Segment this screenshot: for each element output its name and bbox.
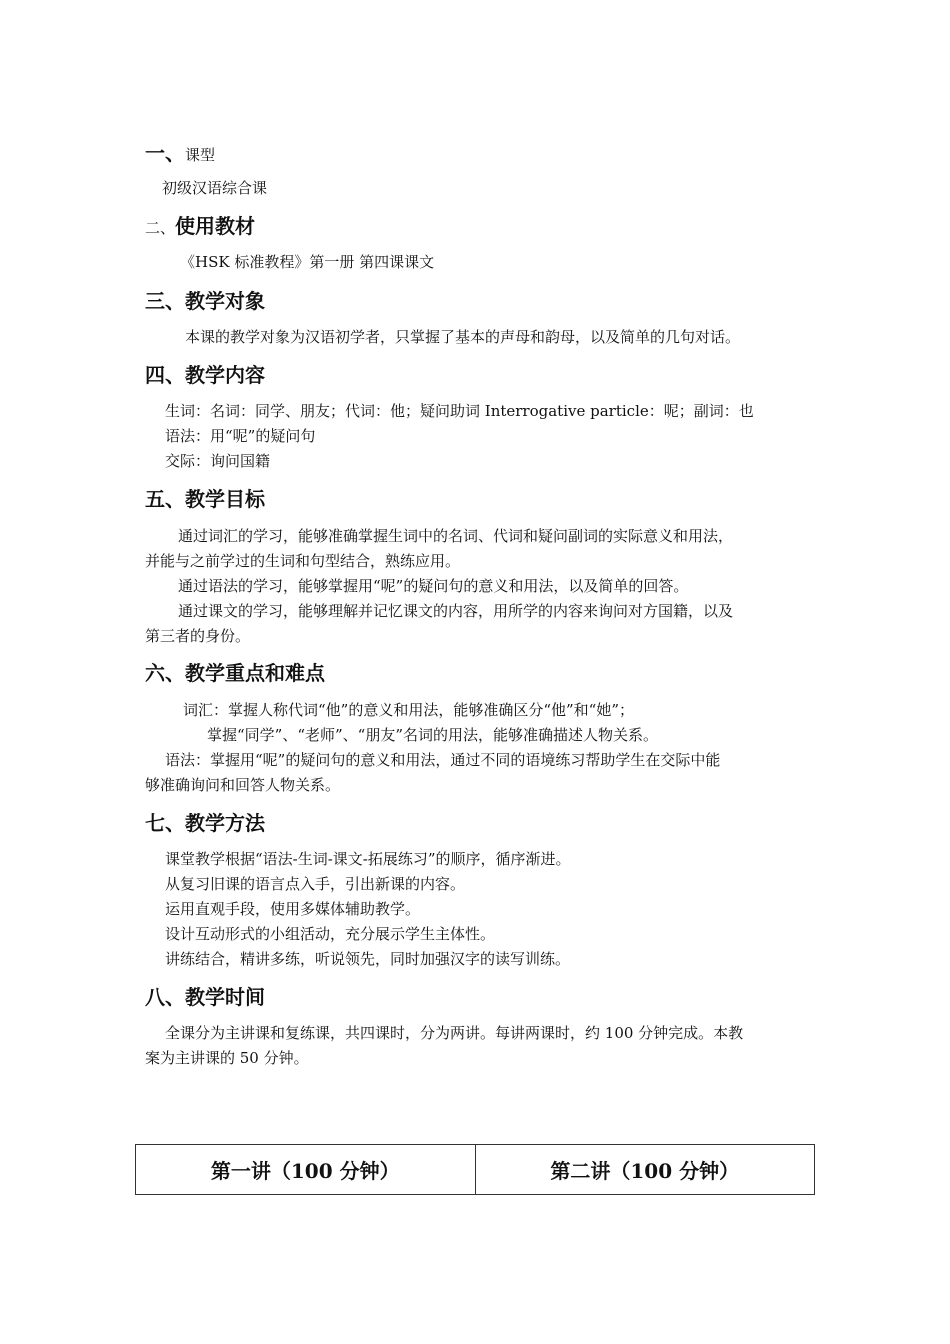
section-title: 教学方法 (185, 811, 265, 835)
section-6-line: 词汇：掌握人称代词“他”的意义和用法，能够准确区分“他”和“她”； (183, 701, 635, 719)
section-title: 课型 (185, 146, 216, 164)
section-7-line: 课堂教学根据“语法-生词-课文-拓展练习”的顺序，循序渐进。 (165, 850, 571, 868)
section-number: 四、 (145, 363, 185, 387)
section-7-line: 从复习旧课的语言点入手，引出新课的内容。 (165, 875, 466, 893)
section-heading-5 (145, 486, 265, 512)
section-heading-4 (145, 362, 265, 388)
section-heading-2 (145, 213, 255, 241)
section-8-line: 全课分为主讲课和复练课，共四课时，分为两讲。每讲两课时，约 100 分钟完成。本教 (165, 1024, 744, 1042)
section-3-line: 本课的教学对象为汉语初学者，只掌握了基本的声母和韵母，以及简单的几句对话。 (185, 328, 741, 346)
section-number: 七、 (145, 811, 185, 835)
section-7-line: 设计互动形式的小组活动，充分展示学生主体性。 (165, 925, 496, 943)
section-5-line: 通过词汇的学习，能够准确掌握生词中的名词、代词和疑问副词的实际意义和用法， (178, 527, 734, 545)
section-number: 一、 (145, 141, 185, 165)
section-1-line: 初级汉语综合课 (162, 179, 268, 197)
section-number: 八、 (145, 985, 185, 1009)
section-number: 三、 (145, 289, 185, 313)
section-number: 五、 (145, 487, 185, 511)
section-5-line: 通过课文的学习，能够理解并记忆课文的内容，用所学的内容来询问对方国籍，以及 (178, 602, 734, 620)
section-title: 教学目标 (185, 487, 265, 511)
section-number: 二、 (145, 219, 176, 237)
section-heading-3 (145, 288, 265, 314)
table-cell-lecture-1: 第一讲（100 分钟） (210, 1159, 400, 1183)
section-heading-8 (145, 984, 265, 1010)
lecture-table (135, 1144, 815, 1195)
section-6-line: 掌握“同学”、“老师”、“朋友”名词的用法，能够准确描述人物关系。 (207, 726, 659, 744)
section-number: 六、 (145, 661, 185, 685)
section-7-line: 讲练结合，精讲多练，听说领先，同时加强汉字的读写训练。 (165, 950, 571, 968)
section-heading-6 (145, 660, 325, 686)
section-2-line: 《HSK 标准教程》第一册 第四课课文 (180, 253, 435, 271)
section-heading-1 (145, 140, 215, 168)
section-4-line: 交际：询问国籍 (165, 452, 271, 470)
section-title: 教学对象 (185, 289, 265, 313)
section-8-line: 案为主讲课的 50 分钟。 (145, 1049, 309, 1067)
section-5-line: 并能与之前学过的生词和句型结合，熟练应用。 (145, 552, 461, 570)
section-title: 使用教材 (175, 214, 256, 238)
table-cell-lecture-2: 第二讲（100 分钟） (475, 1145, 815, 1194)
section-6-line: 语法：掌握用“呢”的疑问句的意义和用法，通过不同的语境练习帮助学生在交际中能 (165, 751, 721, 769)
section-5-line: 通过语法的学习，能够掌握用“呢”的疑问句的意义和用法，以及简单的回答。 (178, 577, 689, 595)
section-5-line: 第三者的身份。 (145, 627, 251, 645)
section-title: 教学时间 (185, 985, 265, 1009)
section-6-line: 够准确询问和回答人物关系。 (145, 776, 341, 794)
section-heading-7 (145, 810, 265, 836)
section-4-line: 语法：用“呢”的疑问句 (165, 427, 316, 445)
section-title: 教学内容 (185, 363, 265, 387)
section-4-line: 生词：名词：同学、朋友；代词：他；疑问助词 Interrogative particle：呢；副词：也 (165, 402, 754, 420)
section-7-line: 运用直观手段，使用多媒体辅助教学。 (165, 900, 421, 918)
section-title: 教学重点和难点 (185, 661, 325, 685)
